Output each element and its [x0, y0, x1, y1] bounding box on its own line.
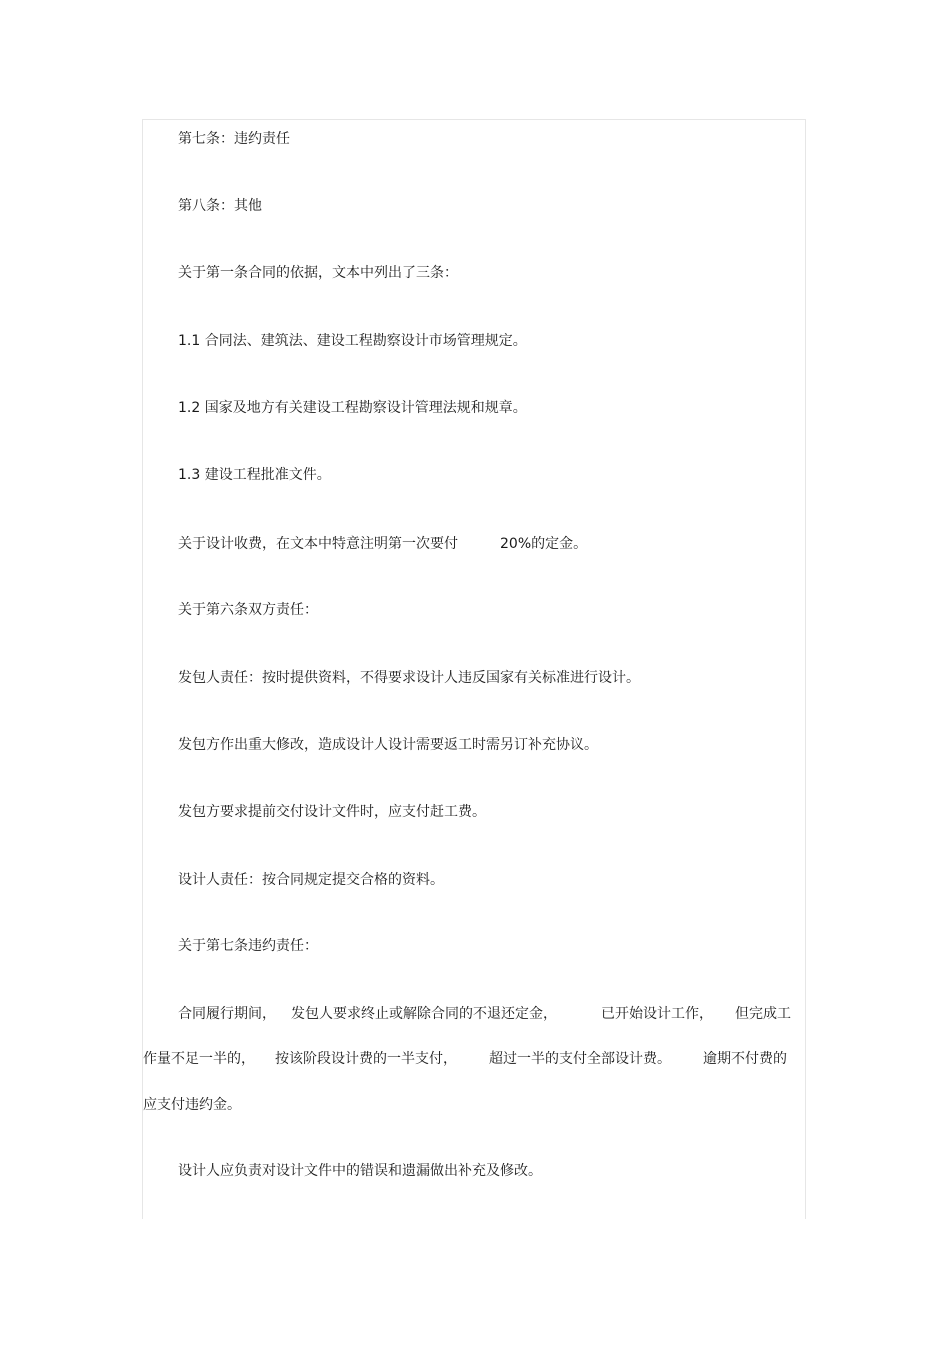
breach-paragraph-line-2: 作量不足一半的， 按该阶段设计费的一半支付， 超过一半的支付全部设计费。 逾期不付费的	[143, 1051, 787, 1067]
design-fee-text: 关于设计收费，在文本中特意注明第一次要付	[178, 536, 458, 552]
clause-1-1: 1.1 合同法、建筑法、建设工程勘察设计市场管理规定。	[178, 333, 527, 349]
design-fee-paragraph	[178, 534, 587, 554]
article-6-heading: 关于第六条双方责任：	[178, 602, 318, 618]
clause-1-2: 1.2 国家及地方有关建设工程勘察设计管理法规和规章。	[178, 400, 527, 416]
article-7-breach-heading: 关于第七条违约责任：	[178, 938, 318, 954]
article-8-heading: 第八条：其他	[178, 198, 262, 214]
designer-responsibility: 设计人责任：按合同规定提交合格的资料。	[178, 872, 444, 888]
early-delivery-clause: 发包方要求提前交付设计文件时，应支付赶工费。	[178, 804, 486, 820]
major-modification-clause: 发包方作出重大修改，造成设计人设计需要返工时需另订补充协议。	[178, 737, 598, 753]
breach-paragraph-line-3: 应支付违约金。	[143, 1097, 241, 1113]
breach-paragraph-line-1: 合同履行期间， 发包人要求终止或解除合同的不退还定金， 已开始设计工作， 但完成工	[178, 1006, 791, 1022]
clause-1-3: 1.3 建设工程批准文件。	[178, 467, 331, 483]
employer-responsibility: 发包人责任：按时提供资料，不得要求设计人违反国家有关标准进行设计。	[178, 670, 640, 686]
designer-correction-clause: 设计人应负责对设计文件中的错误和遗漏做出补充及修改。	[178, 1163, 542, 1179]
article-1-basis-intro: 关于第一条合同的依据，文本中列出了三条：	[178, 265, 458, 281]
article-7-heading: 第七条：违约责任	[178, 131, 290, 147]
deposit-percentage: 20%的定金。	[500, 536, 588, 552]
